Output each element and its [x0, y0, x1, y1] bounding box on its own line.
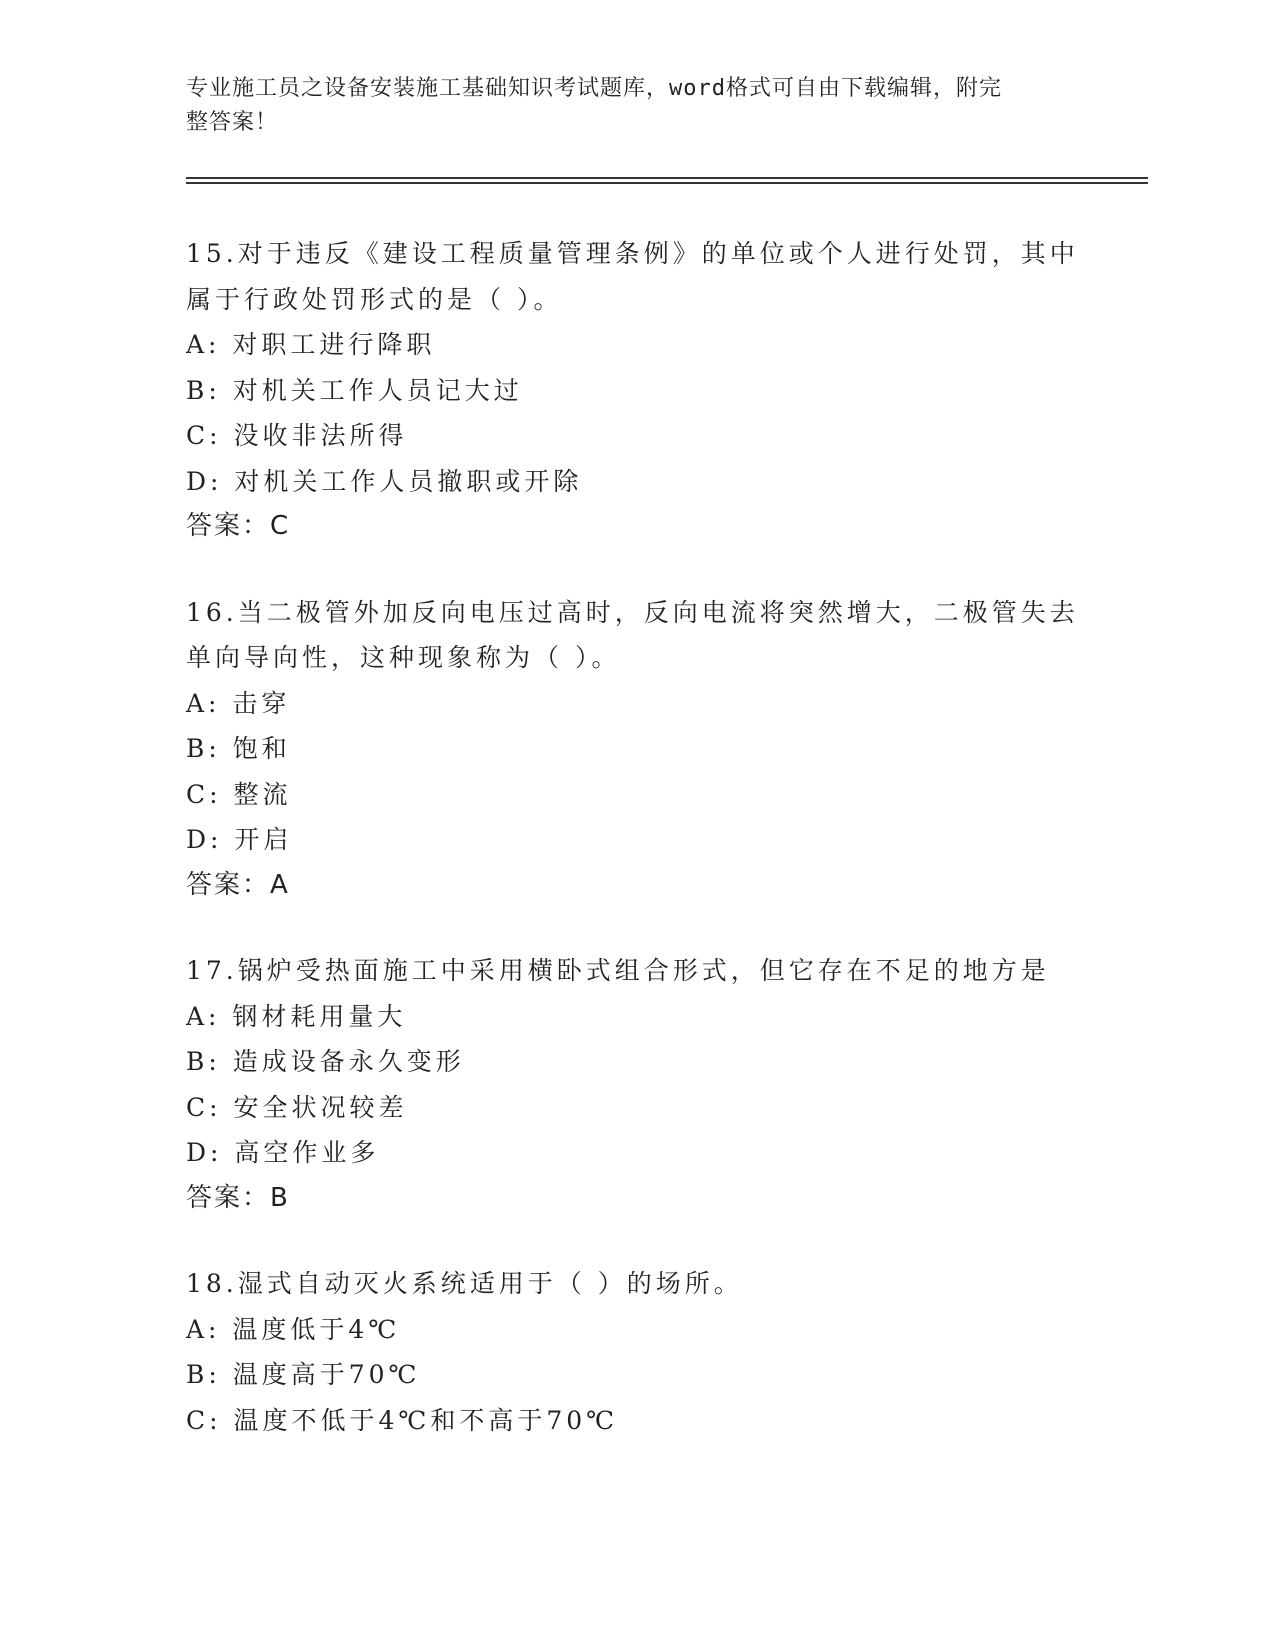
option-b: B: 对机关工作人员记大过	[186, 375, 523, 405]
option-b: B: 温度高于70℃	[186, 1360, 421, 1389]
option-c: C: 温度不低于4℃和不高于70℃	[186, 1405, 619, 1435]
header-divider-top	[186, 177, 1148, 179]
question-stem-line: 18.湿式自动灭火系统适用于（ ）的场所。	[186, 1269, 743, 1298]
question-18	[186, 1261, 1086, 1443]
answer-label: 答案：C	[186, 511, 291, 541]
question-17	[186, 948, 1086, 1221]
question-16	[186, 590, 1086, 909]
option-d: D: 开启	[186, 825, 293, 854]
option-c: C: 整流	[186, 779, 292, 809]
option-a: A: 钢材耗用量大	[186, 1001, 407, 1031]
option-d: D: 对机关工作人员撤职或开除	[186, 466, 583, 496]
question-stem-line: 单向导向性，这种现象称为（ ）。	[186, 643, 621, 672]
answer-label: 答案：B	[186, 1182, 290, 1213]
option-b: B: 饱和	[186, 734, 291, 763]
option-c: C: 安全状况较差	[186, 1092, 408, 1122]
question-15	[186, 231, 1086, 550]
question-stem-line: 17.锅炉受热面施工中采用横卧式组合形式，但它存在不足的地方是	[186, 956, 1050, 985]
option-b: B: 造成设备永久变形	[186, 1047, 465, 1076]
question-list	[186, 231, 1086, 1443]
answer-label: 答案：A	[186, 869, 290, 900]
header-line-2: 整答案！	[186, 110, 279, 135]
header-divider-bottom	[186, 182, 1148, 184]
header-line-1: 专业施工员之设备安装施工基础知识考试题库，word格式可自由下载编辑，附完	[186, 76, 1002, 101]
question-stem-line: 属于行政处罚形式的是（ ）。	[186, 284, 563, 314]
document-header	[186, 72, 1066, 140]
option-d: D: 高空作业多	[186, 1138, 380, 1167]
option-c: C: 没收非法所得	[186, 421, 408, 450]
option-a: A: 击穿	[186, 688, 291, 718]
option-a: A: 温度低于4℃	[186, 1314, 401, 1344]
option-a: A: 对职工进行降职	[186, 330, 436, 359]
question-stem-line: 16.当二极管外加反向电压过高时，反向电流将突然增大，二极管失去	[186, 597, 1079, 627]
question-stem-line: 15.对于违反《建设工程质量管理条例》的单位或个人进行处罚，其中	[186, 239, 1079, 268]
